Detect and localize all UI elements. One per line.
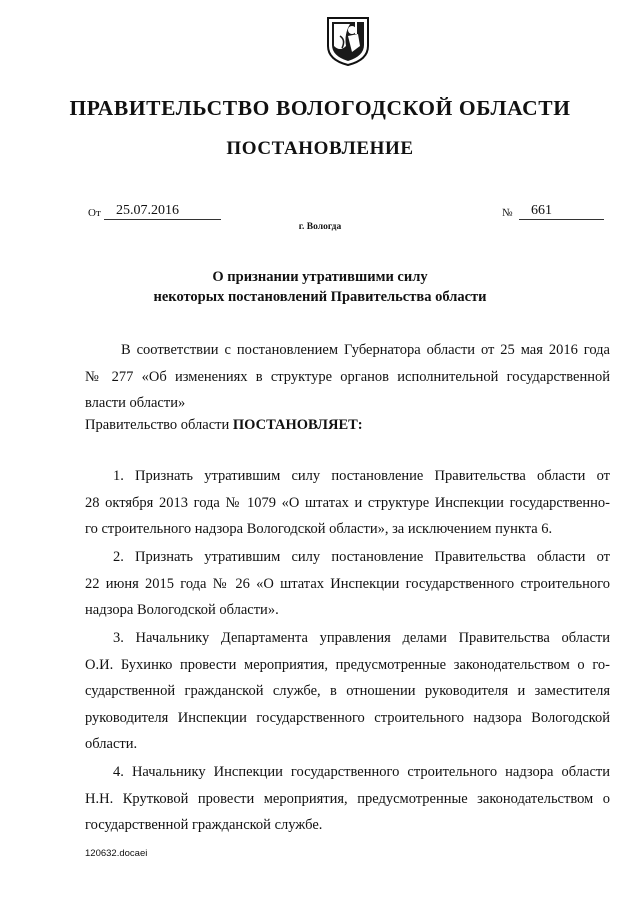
paragraph-line: государственной гражданской службе. [85, 817, 323, 833]
paragraph-line: сударственной гражданской службе, в отношении руководителя и заместителя [85, 683, 610, 699]
list-item [85, 625, 610, 758]
paragraph-line: 1. Признать утратившим силу постановление Правительства области от [113, 468, 610, 484]
paragraph-line: № 277 «Об изменениях в структуре органов исполнительной государственной [85, 368, 610, 385]
paragraph-line: 2. Признать утратившим силу постановление Правительства области от [113, 549, 610, 565]
document-subject [0, 267, 640, 307]
document-type-title: ПОСТАНОВЛЕНИЕ [226, 138, 414, 159]
resolves-keyword: ПОСТАНОВЛЯЕТ: [232, 417, 363, 433]
document-number: 661 [519, 202, 604, 220]
paragraph-line: руководителя Инспекции государственного строительного надзора Вологодской [85, 709, 610, 726]
paragraph-line: О.И. Бухинко провести мероприятия, предусмотренные законодательством о го- [85, 656, 610, 673]
subject-line: О признании утратившими силу [212, 269, 428, 285]
paragraph-line: 22 июня 2015 года № 26 «О штатах Инспекции государственного строительного [85, 575, 610, 592]
number-label: № [502, 207, 513, 219]
subject-line: некоторых постановлений Правительства области [153, 289, 487, 305]
paragraph-line: 3. Начальнику Департамента управления делами Правительства области [113, 630, 610, 646]
city-name: г. Вологда [298, 222, 342, 232]
paragraph-line: надзора Вологодской области». [85, 602, 279, 618]
paragraph-line: власти области» [85, 395, 186, 411]
paragraph-line: 4. Начальнику Инспекции государственного строительного надзора области [113, 764, 610, 780]
list-item [85, 463, 610, 543]
paragraph-line: области. [85, 736, 138, 752]
government-title: ПРАВИТЕЛЬСТВО ВОЛОГОДСКОЙ ОБЛАСТИ [69, 96, 571, 120]
resolves-line [85, 417, 363, 434]
file-reference: 120632.docaei [85, 848, 148, 859]
preamble-paragraph [85, 337, 610, 417]
document-date: 25.07.2016 [104, 202, 221, 220]
paragraph-line: В соответствии с постановлением Губернатора области от 25 мая 2016 года [121, 342, 610, 358]
paragraph-line: го строительного надзора Вологодской области», за исключением пункта 6. [85, 521, 553, 537]
paragraph-line: Н.Н. Крутковой провести мероприятия, предусмотренные законодательством о [85, 790, 610, 807]
vologda-coat-of-arms-icon [326, 16, 370, 66]
resolves-prefix: Правительство области [85, 417, 230, 433]
date-label: От [88, 207, 101, 219]
paragraph-line: 28 октября 2013 года № 1079 «О штатах и структуре Инспекции государственно- [85, 494, 610, 511]
list-item [85, 759, 610, 839]
list-item [85, 544, 610, 624]
